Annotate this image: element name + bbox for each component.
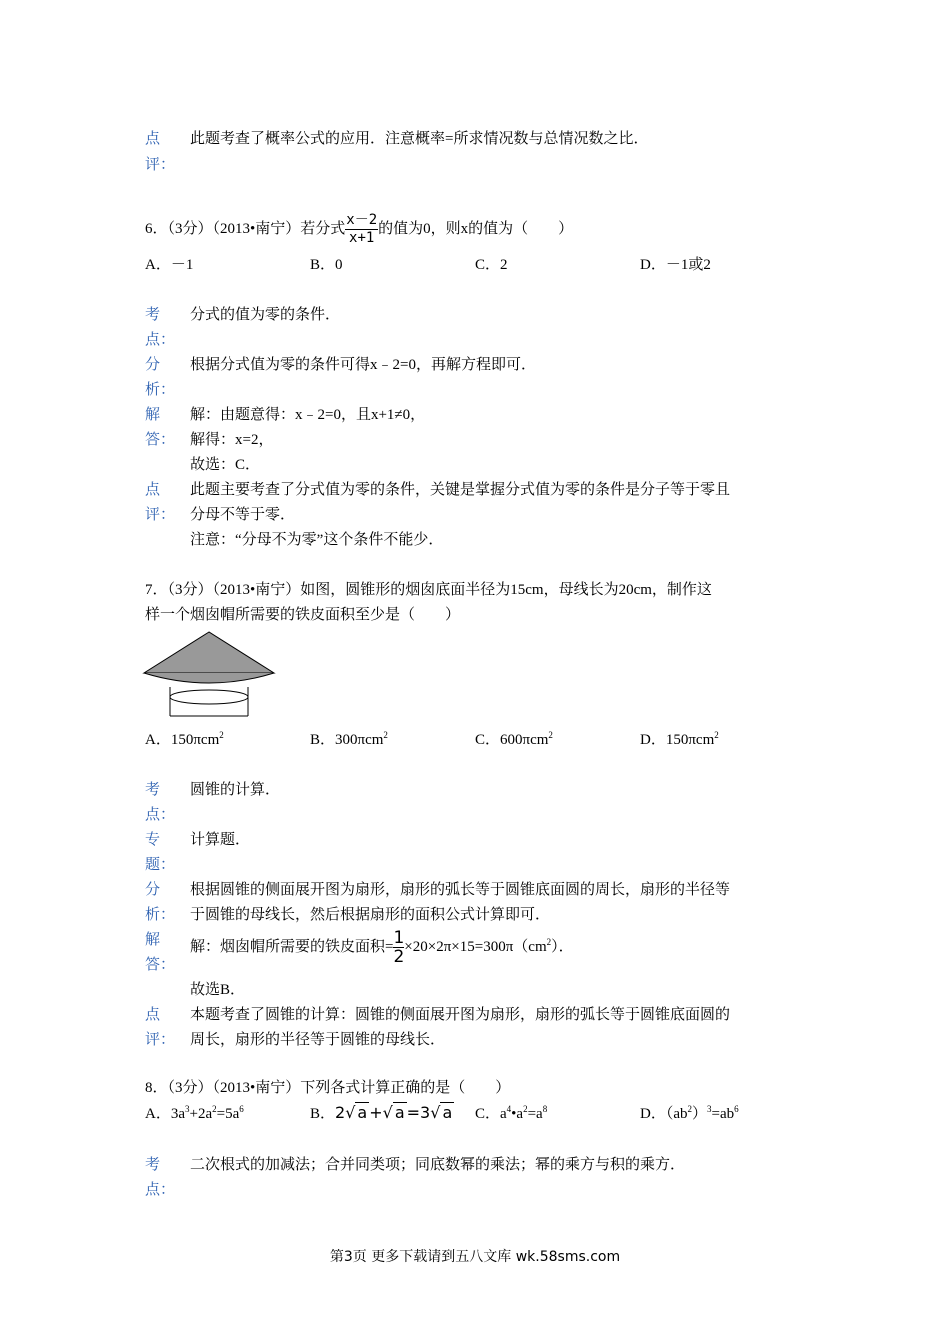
q6-jieda-label2: 答： xyxy=(145,432,176,448)
q6-fenxi-text: 根据分式值为零的条件可得x﹣2=0，再解方程即可． xyxy=(190,357,536,373)
dianping-label-char2: 评： xyxy=(145,157,176,173)
q8-option-d xyxy=(640,1102,739,1123)
q6-fraction xyxy=(345,212,378,247)
q6-jieda-line2: 解得：x=2， xyxy=(190,432,274,448)
q8-kaodian-label1: 考 xyxy=(145,1157,161,1173)
q6-option-d: D．－1或2 xyxy=(640,257,711,273)
q6-dianping-label1: 点 xyxy=(145,482,161,498)
q6-option-c: C．2 xyxy=(475,257,508,273)
q7-fenxi-line2: 于圆锥的母线长，然后根据扇形的面积公式计算即可． xyxy=(190,907,551,923)
q7-jieda-sup: 2 xyxy=(546,936,552,947)
q7-jieda-line2: 故选B． xyxy=(190,982,246,998)
q7-jieda-prefix: 解：烟囱帽所需要的铁皮面积= xyxy=(190,938,394,955)
q6-fenxi-label2: 析： xyxy=(145,382,176,398)
q7-jieda-label2: 答： xyxy=(145,957,176,973)
q7-half-den: 2 xyxy=(393,947,405,967)
q6-kaodian-label1: 考 xyxy=(145,307,161,323)
q7-half-fraction xyxy=(393,929,404,966)
q7-zhuanti-label2: 题： xyxy=(145,857,176,873)
q8-b-eq: =3 xyxy=(406,1103,431,1122)
q7-kaodian-label2: 点： xyxy=(145,807,176,823)
q8-a-mid: +2a xyxy=(189,1106,213,1122)
q8-a-exp2: 2 xyxy=(212,1104,217,1114)
q7-dianping-label1: 点 xyxy=(145,1007,161,1023)
cone-cap-rim xyxy=(144,673,274,683)
q7-option-b xyxy=(310,728,388,749)
q7-stem-line1: 7．（3分）（2013•南宁）如图，圆锥形的烟囱底面半径为15cm，母线长为20cm，制作这 xyxy=(145,582,712,598)
q8-a-exp3: 6 xyxy=(239,1104,244,1114)
q7-zhuanti-text: 计算题． xyxy=(190,832,251,848)
q8-a-exp1: 3 xyxy=(185,1104,190,1114)
q7-kaodian-text: 圆锥的计算． xyxy=(190,782,281,798)
q7-option-d xyxy=(640,728,719,749)
q8-kaodian-text: 二次根式的加减法；合并同类项；同底数幂的乘法；幂的乘方与积的乘方． xyxy=(190,1157,686,1173)
q7-dianping-line1: 本题考查了圆锥的计算：圆锥的侧面展开图为扇形，扇形的弧长等于圆锥底面圆的 xyxy=(190,1007,731,1023)
q8-b-rad2: a xyxy=(394,1103,405,1122)
q8-b-coef1: 2 xyxy=(335,1103,346,1122)
q7-jieda-end: ）． xyxy=(551,938,574,955)
q8-b-rad1: a xyxy=(357,1103,368,1122)
q7-fenxi-label2: 析： xyxy=(145,907,176,923)
q8-d-exp1: 2 xyxy=(687,1104,692,1114)
q6-stem-suffix: 的值为0，则x的值为（ ） xyxy=(378,220,574,237)
q8-d-exp2: 3 xyxy=(707,1104,712,1114)
q8-option-c xyxy=(475,1102,547,1123)
q7-jieda-mid: ×20×2π×15=300π（cm xyxy=(404,938,547,955)
q8-option-b xyxy=(310,1102,454,1123)
q8-a-pre: A．3a xyxy=(145,1106,185,1122)
q6-jieda-label1: 解 xyxy=(145,407,161,423)
q7-option-b-text: B．300πcm xyxy=(310,732,384,748)
q6-jieda-line1: 解：由题意得：x﹣2=0，且x+1≠0， xyxy=(190,407,426,423)
q6-dianping-line2: 分母不等于零． xyxy=(190,507,296,523)
q7-option-a-sup: 2 xyxy=(219,730,224,740)
q8-d-exp3: 6 xyxy=(734,1104,739,1114)
q6-stem-prefix: 6．（3分）（2013•南宁）若分式 xyxy=(145,220,346,237)
q7-option-c xyxy=(475,728,553,749)
q8-c-exp3: 8 xyxy=(542,1104,548,1114)
q7-option-d-text: D．150πcm xyxy=(640,732,715,748)
q7-half-num: 1 xyxy=(393,928,405,948)
q8-d-pre: D．（ab xyxy=(640,1106,688,1122)
q6-kaodian-label2: 点： xyxy=(145,332,176,348)
q8-b-expr: 2√ a +√ a =3√ a xyxy=(335,1103,453,1122)
q8-c-exp2: 2 xyxy=(523,1104,528,1114)
q8-b-label: B． xyxy=(310,1106,336,1122)
q7-stem-line2: 样一个烟囱帽所需要的铁皮面积至少是（ ） xyxy=(145,607,461,623)
q6-frac-den: x+1 xyxy=(349,230,375,246)
page-footer: 第3页 更多下载请到五八文库 wk.58sms.com xyxy=(329,1249,621,1265)
q8-a-mid2: =5a xyxy=(216,1106,240,1122)
q7-option-b-sup: 2 xyxy=(383,730,388,740)
cone-cap xyxy=(144,632,274,673)
chimney-cap-figure xyxy=(141,629,277,719)
q7-kaodian-label1: 考 xyxy=(145,782,161,798)
q6-dianping-line1: 此题主要考查了分式值为零的条件，关键是掌握分式值为零的条件是分子等于零且 xyxy=(190,482,731,498)
q6-option-b: B．0 xyxy=(310,257,343,273)
q6-option-a: A．－1 xyxy=(145,257,194,273)
q7-option-c-sup: 2 xyxy=(548,730,553,740)
q7-dianping-label2: 评： xyxy=(145,1032,176,1048)
q8-c-pre: C．a xyxy=(475,1106,507,1122)
q6-dianping-line3: 注意：“分母不为零”这个条件不能少． xyxy=(190,532,444,548)
q7-dianping-line2: 周长，扇形的半径等于圆锥的母线长． xyxy=(190,1032,446,1048)
q8-c-mid: •a xyxy=(511,1106,524,1122)
q7-option-c-text: C．600πcm xyxy=(475,732,549,748)
q8-b-plus: + xyxy=(369,1103,383,1122)
q8-d-mid: ） xyxy=(692,1106,708,1122)
q6-kaodian-text: 分式的值为零的条件． xyxy=(190,307,341,323)
q6-stem xyxy=(145,212,573,247)
q7-option-d-sup: 2 xyxy=(714,730,719,740)
q8-c-mid2: =a xyxy=(527,1106,543,1122)
q8-d-mid2: =ab xyxy=(711,1106,735,1122)
q7-jieda-label1: 解 xyxy=(145,932,161,948)
q6-frac-num: x－2 xyxy=(346,212,378,228)
q6-jieda-line3: 故选：C． xyxy=(190,457,261,473)
q6-fenxi-label1: 分 xyxy=(145,357,161,373)
q7-fenxi-label1: 分 xyxy=(145,882,161,898)
pipe-top-ellipse xyxy=(170,690,248,704)
q7-fenxi-line1: 根据圆锥的侧面展开图为扇形，扇形的弧长等于圆锥底面圆的周长，扇形的半径等 xyxy=(190,882,731,898)
dianping-label-char1: 点 xyxy=(145,131,161,147)
dianping-text: 此题考查了概率公式的应用．注意概率=所求情况数与总情况数之比． xyxy=(190,131,649,147)
q8-b-rad3: a xyxy=(442,1103,453,1122)
q7-jieda-line1 xyxy=(190,929,574,966)
q6-dianping-label2: 评： xyxy=(145,507,176,523)
q7-zhuanti-label1: 专 xyxy=(145,832,161,848)
q8-stem: 8．（3分）（2013•南宁）下列各式计算正确的是（ ） xyxy=(145,1080,511,1096)
q8-kaodian-label2: 点： xyxy=(145,1182,176,1198)
q7-option-a xyxy=(145,728,224,749)
q8-option-a xyxy=(145,1102,244,1123)
q8-c-exp1: 4 xyxy=(506,1104,512,1114)
q7-option-a-text: A．150πcm xyxy=(145,732,220,748)
